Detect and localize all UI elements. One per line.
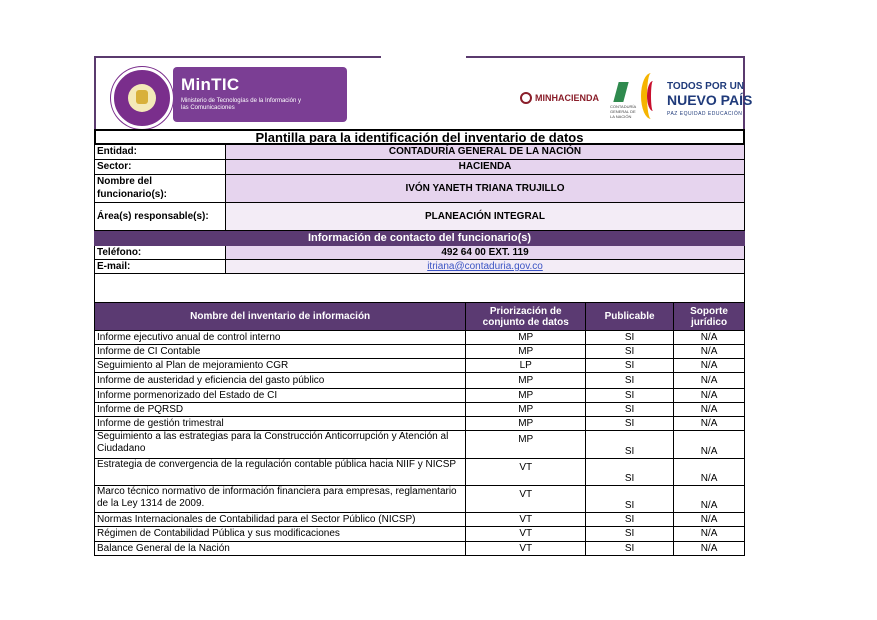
cell-priorizacion: MP: [466, 345, 586, 359]
cell-nombre: Informe de CI Contable: [95, 345, 466, 359]
cell-priorizacion: VT: [466, 527, 586, 542]
cell-publicable: SI: [586, 331, 674, 345]
cell-publicable: SI: [586, 459, 674, 486]
cell-publicable: SI: [586, 417, 674, 431]
cell-nombre: Informe de PQRSD: [95, 403, 466, 417]
cell-soporte: N/A: [674, 486, 745, 513]
cell-soporte: N/A: [674, 331, 745, 345]
cell-soporte: N/A: [674, 403, 745, 417]
cell-soporte: N/A: [674, 417, 745, 431]
cell-publicable: SI: [586, 345, 674, 359]
table-row: [95, 542, 745, 556]
table-row: [95, 359, 745, 373]
cell-soporte: N/A: [674, 459, 745, 486]
cell-priorizacion: VT: [466, 486, 586, 513]
cell-publicable: SI: [586, 403, 674, 417]
cell-priorizacion: VT: [466, 459, 586, 486]
colombia-seal-icon: [111, 67, 173, 129]
cell-priorizacion: MP: [466, 331, 586, 345]
cell-publicable: SI: [586, 373, 674, 389]
table-row: [95, 527, 745, 542]
table-row: [95, 431, 745, 459]
sector-label: Sector:: [94, 160, 225, 175]
table-row: [95, 389, 745, 403]
cell-priorizacion: VT: [466, 513, 586, 527]
mintic-subtitle: Ministerio de Tecnologías de la Información y las Comunicaciones: [181, 98, 301, 111]
table-row: [95, 403, 745, 417]
contact-header: Información de contacto del funcionario(s): [94, 231, 745, 246]
cell-publicable: SI: [586, 359, 674, 373]
cell-nombre: Informe de gestión trimestral: [95, 417, 466, 431]
mintic-logo: [173, 67, 347, 122]
cell-soporte: N/A: [674, 431, 745, 459]
table-row: [95, 331, 745, 345]
table-row: [95, 345, 745, 359]
spacer-box: [94, 274, 745, 302]
mintic-name: MinTIC: [181, 75, 240, 94]
cell-priorizacion: VT: [466, 542, 586, 556]
telefono-label: Teléfono:: [94, 246, 225, 260]
cell-soporte: N/A: [674, 359, 745, 373]
cell-publicable: SI: [586, 542, 674, 556]
cell-soporte: N/A: [674, 542, 745, 556]
nombre-label: Nombre del funcionario(s):: [94, 175, 225, 203]
cell-soporte: N/A: [674, 389, 745, 403]
cell-nombre: Informe pormenorizado del Estado de CI: [95, 389, 466, 403]
cell-soporte: N/A: [674, 513, 745, 527]
cell-nombre: Seguimiento al Plan de mejoramiento CGR: [95, 359, 466, 373]
cell-nombre: Estrategia de convergencia de la regulación contable pública hacia NIIF y NICSP: [95, 459, 466, 486]
sector-value: HACIENDA: [225, 160, 745, 175]
cell-nombre: Régimen de Contabilidad Pública y sus modificaciones: [95, 527, 466, 542]
area-value: PLANEACIÓN INTEGRAL: [225, 203, 745, 231]
col-header-nombre: Nombre del inventario de información: [95, 303, 466, 331]
nombre-value: IVÓN YANETH TRIANA TRUJILLO: [225, 175, 745, 203]
cell-publicable: SI: [586, 513, 674, 527]
cell-priorizacion: LP: [466, 359, 586, 373]
email-link[interactable]: itriana@contaduria.gov.co: [225, 260, 745, 274]
cell-soporte: N/A: [674, 345, 745, 359]
cell-publicable: SI: [586, 431, 674, 459]
table-row: [95, 513, 745, 527]
table-row: [95, 459, 745, 486]
cell-publicable: SI: [586, 527, 674, 542]
entidad-label: Entidad:: [94, 145, 225, 160]
table-row: [95, 486, 745, 513]
cell-nombre: Balance General de la Nación: [95, 542, 466, 556]
email-label: E-mail:: [94, 260, 225, 274]
col-header-priorizacion: Priorización de conjunto de datos: [466, 303, 586, 331]
area-label: Área(s) responsable(s):: [94, 203, 225, 231]
col-header-soporte: Soporte jurídico: [674, 303, 745, 331]
col-header-publicable: Publicable: [586, 303, 674, 331]
entidad-value: CONTADURÍA GENERAL DE LA NACIÓN: [225, 145, 745, 160]
cell-soporte: N/A: [674, 527, 745, 542]
cell-priorizacion: MP: [466, 403, 586, 417]
cell-soporte: N/A: [674, 373, 745, 389]
minhacienda-logo: MINHACIENDA: [520, 90, 599, 106]
cell-nombre: Seguimiento a las estrategias para la Construcción Anticorrupción y Atención al Ciudadano: [95, 431, 466, 459]
inventory-table: [94, 302, 745, 556]
table-row: [95, 373, 745, 389]
cell-nombre: Marco técnico normativo de información financiera para empresas, reglamentario de la Ley 1314 de 2009.: [95, 486, 466, 513]
telefono-value: 492 64 00 EXT. 119: [225, 246, 745, 260]
cell-publicable: SI: [586, 486, 674, 513]
cell-nombre: Informe ejecutivo anual de control interno: [95, 331, 466, 345]
cell-priorizacion: MP: [466, 431, 586, 459]
minhacienda-seal-icon: [520, 92, 532, 104]
table-row: [95, 417, 745, 431]
contaduria-logo: CONTADURÍA GENERAL DE LA NACIÓN: [610, 82, 634, 112]
cell-nombre: Informe de austeridad y eficiencia del gasto público: [95, 373, 466, 389]
cell-priorizacion: MP: [466, 389, 586, 403]
cell-nombre: Normas Internacionales de Contabilidad para el Sector Público (NICSP): [95, 513, 466, 527]
cell-publicable: SI: [586, 389, 674, 403]
cell-priorizacion: MP: [466, 417, 586, 431]
page-title: Plantilla para la identificación del inventario de datos: [94, 129, 745, 145]
cell-priorizacion: MP: [466, 373, 586, 389]
